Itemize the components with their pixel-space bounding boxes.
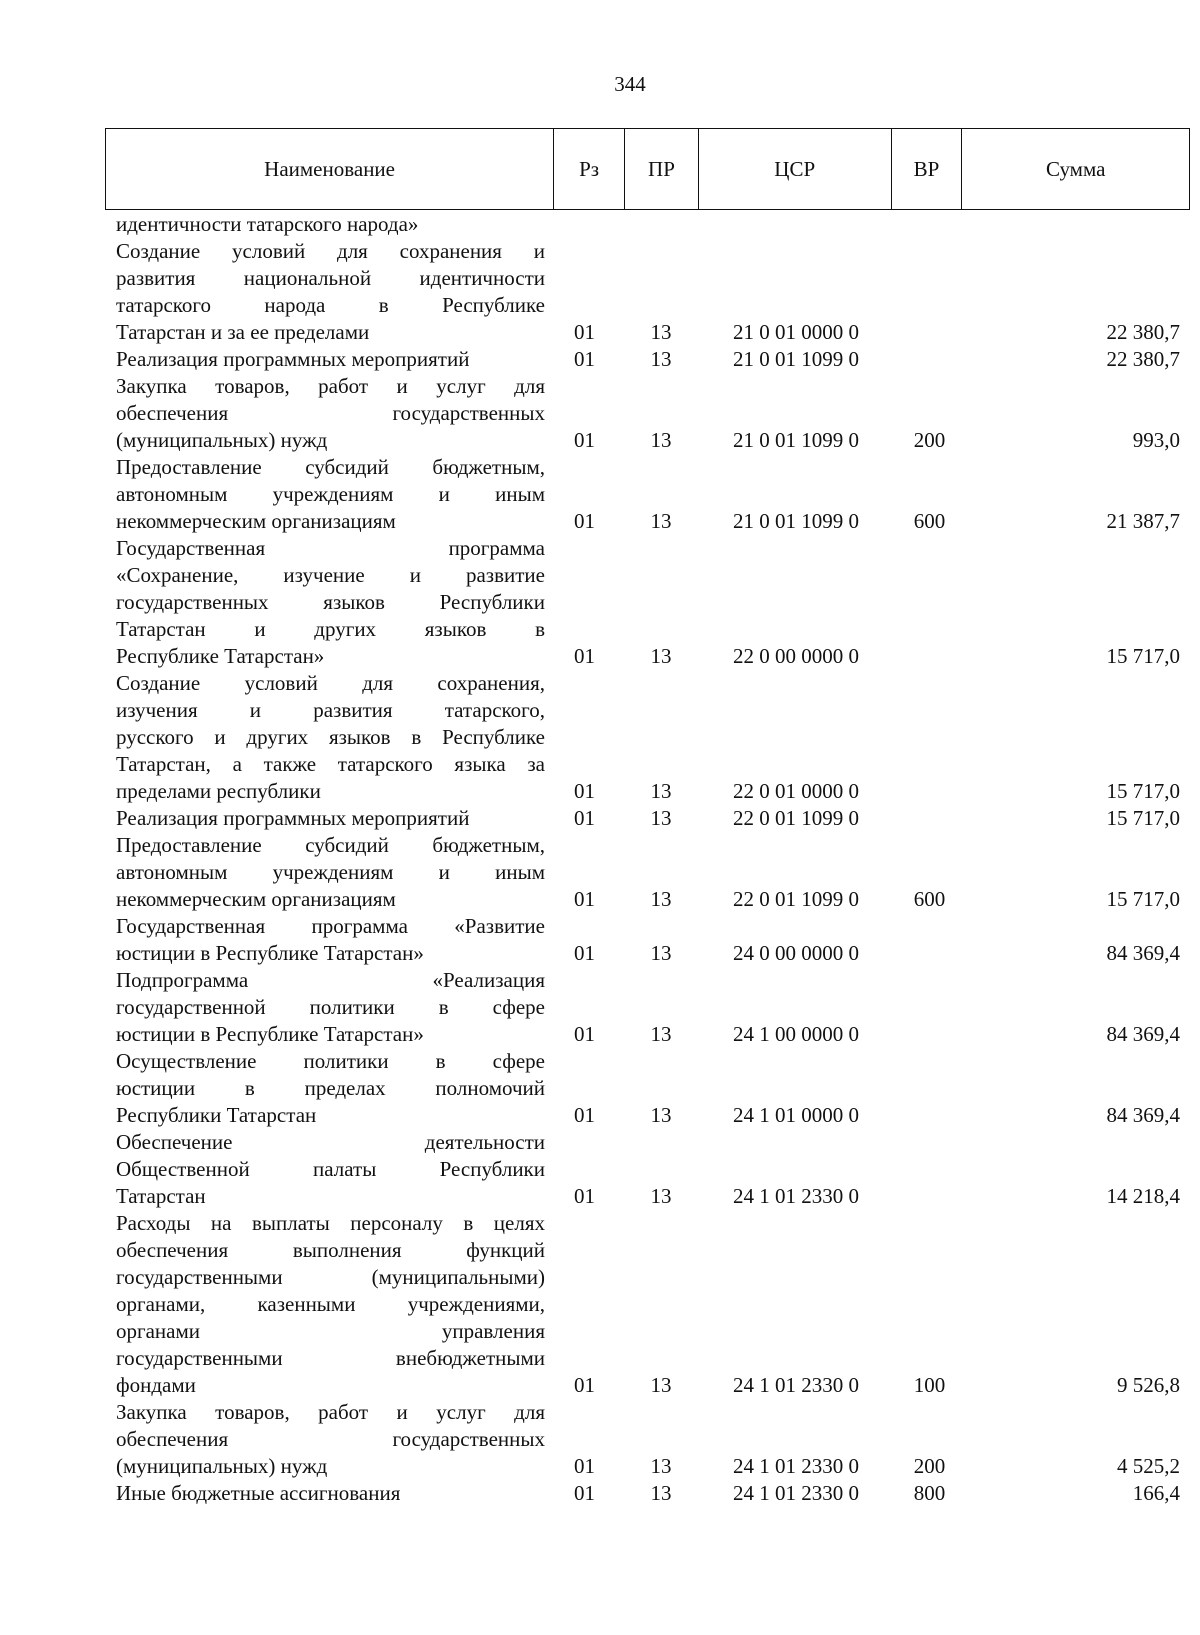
row-pr: 13 (650, 779, 672, 803)
row-name (105, 211, 545, 238)
row-vr (894, 346, 965, 373)
row-pr: 13 (650, 1103, 672, 1127)
row-csr (698, 211, 894, 238)
row-sum: 15 717,0 (1106, 779, 1180, 803)
row-name-line: Предоставление субсидий бюджетным, (116, 833, 545, 857)
row-name-line: (муниципальных) нужд (116, 1454, 328, 1478)
row-name-line: изучения и развития татарского, (116, 698, 545, 722)
table-row (105, 805, 1190, 832)
row-pr: 13 (650, 509, 672, 533)
row-csr: 21 0 01 0000 0 (733, 320, 859, 344)
row-sum: 84 369,4 (1106, 1103, 1180, 1127)
row-vr (894, 1048, 965, 1129)
row-pr: 13 (650, 320, 672, 344)
row-rz: 01 (574, 941, 595, 965)
row-rz: 01 (574, 1022, 595, 1046)
row-name-line: Республики Татарстан (116, 1103, 317, 1127)
row-sum: 15 717,0 (1106, 887, 1180, 911)
row-name-line: некоммерческим организациям (116, 509, 396, 533)
row-name (105, 346, 545, 373)
row-name (105, 913, 545, 967)
table-header (105, 128, 1190, 210)
row-csr: 24 1 01 2330 0 (733, 1184, 859, 1208)
table-row (105, 1480, 1190, 1507)
row-name-line: Расходы на выплаты персоналу в целях (116, 1211, 545, 1235)
row-vr: 600 (913, 509, 946, 533)
row-name-line: татарского народа в Республике (116, 293, 545, 317)
row-vr: 100 (913, 1373, 946, 1397)
row-name (105, 454, 545, 535)
row-name-line: юстиции в Республике Татарстан» (116, 1022, 424, 1046)
row-csr: 24 1 01 2330 0 (733, 1373, 859, 1397)
row-csr: 21 0 01 1099 0 (733, 347, 859, 371)
row-rz: 01 (574, 779, 595, 803)
row-name-line: Обеспечение деятельности (116, 1130, 545, 1154)
header-sum: Сумма (1045, 156, 1106, 181)
row-name-line: государственных языков Республики (116, 590, 545, 614)
row-name-line: некоммерческим организациям (116, 887, 396, 911)
row-name-line: Татарстан, а также татарского языка за (116, 752, 545, 776)
row-csr: 24 1 01 2330 0 (733, 1481, 859, 1505)
row-sum: 14 218,4 (1106, 1184, 1180, 1208)
row-sum: 4 525,2 (1117, 1454, 1180, 1478)
row-name-line: автономным учреждениям и иным (116, 482, 545, 506)
row-name-line: Республике Татарстан» (116, 644, 325, 668)
row-csr: 21 0 01 1099 0 (733, 428, 859, 452)
row-csr: 21 0 01 1099 0 (733, 509, 859, 533)
row-vr (894, 805, 965, 832)
row-sum (965, 211, 1190, 238)
row-sum: 15 717,0 (1106, 806, 1180, 830)
row-rz (545, 211, 624, 238)
row-sum: 22 380,7 (1106, 320, 1180, 344)
row-sum: 22 380,7 (1106, 347, 1180, 371)
row-vr (894, 670, 965, 805)
table-body (105, 211, 1190, 1507)
row-pr: 13 (650, 1373, 672, 1397)
row-name-line: обеспечения выполнения функций (116, 1238, 545, 1262)
row-name (105, 238, 545, 346)
row-rz: 01 (574, 806, 595, 830)
row-rz: 01 (574, 428, 595, 452)
row-name-line: Закупка товаров, работ и услуг для (116, 374, 545, 398)
row-rz: 01 (574, 644, 595, 668)
table-row (105, 832, 1190, 913)
row-rz: 01 (574, 1184, 595, 1208)
table-row (105, 1129, 1190, 1210)
row-rz: 01 (574, 887, 595, 911)
row-name-line: юстиции в Республике Татарстан» (116, 941, 424, 965)
row-rz: 01 (574, 347, 595, 371)
row-vr (894, 238, 965, 346)
row-sum: 21 387,7 (1106, 509, 1180, 533)
header-pr: ПР (625, 129, 699, 209)
table-row (105, 670, 1190, 805)
row-name-line: государственной политики в сфере (116, 995, 545, 1019)
header-rz: Рз (554, 129, 625, 209)
row-sum: 9 526,8 (1117, 1373, 1180, 1397)
row-csr: 24 0 00 0000 0 (733, 941, 859, 965)
row-sum: 84 369,4 (1106, 941, 1180, 965)
row-rz: 01 (574, 1454, 595, 1478)
row-name (105, 1480, 545, 1507)
row-vr: 200 (913, 1454, 946, 1478)
row-name (105, 373, 545, 454)
row-name-line: Государственная программа «Развитие (116, 914, 545, 938)
row-vr (894, 967, 965, 1048)
row-pr: 13 (650, 1481, 672, 1505)
row-name-line: Закупка товаров, работ и услуг для (116, 1400, 545, 1424)
row-vr (894, 913, 965, 967)
row-pr: 13 (650, 347, 672, 371)
row-sum: 166,4 (1132, 1481, 1180, 1505)
row-pr: 13 (650, 1022, 672, 1046)
table-row (105, 1399, 1190, 1480)
row-name-line: обеспечения государственных (116, 401, 545, 425)
table-row (105, 1048, 1190, 1129)
row-name-line: Создание условий для сохранения и (116, 239, 545, 263)
row-name-line: Татарстан и за ее пределами (116, 320, 370, 344)
row-pr: 13 (650, 1184, 672, 1208)
row-vr (894, 1129, 965, 1210)
row-pr: 13 (650, 644, 672, 668)
table-row (105, 454, 1190, 535)
table-row (105, 346, 1190, 373)
row-csr: 24 1 00 0000 0 (733, 1022, 859, 1046)
row-name-line: Осуществление политики в сфере (116, 1049, 545, 1073)
row-name-line: юстиции в пределах полномочий (116, 1076, 545, 1100)
row-rz: 01 (574, 320, 595, 344)
row-vr: 600 (913, 887, 946, 911)
row-name-line: Татарстан и других языков в (116, 617, 545, 641)
row-name-line: Государственная программа (116, 536, 545, 560)
row-pr (624, 211, 698, 238)
row-pr: 13 (650, 887, 672, 911)
row-name-line: идентичности татарского народа» (116, 212, 419, 236)
row-name-line: пределами республики (116, 779, 321, 803)
row-name-line: органами управления (116, 1319, 545, 1343)
row-name-line: развития национальной идентичности (116, 266, 545, 290)
row-rz: 01 (574, 1373, 595, 1397)
table-row (105, 913, 1190, 967)
row-name-line: Татарстан (116, 1184, 206, 1208)
row-pr: 13 (650, 941, 672, 965)
row-name (105, 1048, 545, 1129)
row-name-line: автономным учреждениям и иным (116, 860, 545, 884)
row-vr: 200 (913, 428, 946, 452)
row-vr: 800 (913, 1481, 946, 1505)
row-name-line: государственными внебюджетными (116, 1346, 545, 1370)
row-name (105, 832, 545, 913)
row-sum: 84 369,4 (1106, 1022, 1180, 1046)
row-name-line: Реализация программных мероприятий (116, 347, 470, 371)
row-name-line: Предоставление субсидий бюджетным, (116, 455, 545, 479)
row-vr (894, 535, 965, 670)
row-name-line: фондами (116, 1373, 196, 1397)
row-csr: 24 1 01 0000 0 (733, 1103, 859, 1127)
row-csr: 22 0 01 0000 0 (733, 779, 859, 803)
header-name: Наименование (106, 129, 554, 209)
row-vr (894, 211, 965, 238)
page-number: 344 (614, 72, 646, 96)
table-row (105, 238, 1190, 346)
row-rz: 01 (574, 1103, 595, 1127)
row-csr: 22 0 01 1099 0 (733, 887, 859, 911)
row-name (105, 805, 545, 832)
row-name-line: Создание условий для сохранения, (116, 671, 545, 695)
table-row (105, 535, 1190, 670)
row-pr: 13 (650, 1454, 672, 1478)
row-rz: 01 (574, 1481, 595, 1505)
row-name (105, 670, 545, 805)
table-row (105, 967, 1190, 1048)
row-name (105, 1399, 545, 1480)
row-pr: 13 (650, 806, 672, 830)
header-csr: ЦСР (699, 129, 892, 209)
row-name-line: русского и других языков в Республике (116, 725, 545, 749)
row-name (105, 1129, 545, 1210)
row-rz: 01 (574, 509, 595, 533)
header-vr: ВР (892, 129, 963, 209)
row-name-line: Реализация программных мероприятий (116, 806, 470, 830)
row-csr: 22 0 00 0000 0 (733, 644, 859, 668)
row-name (105, 535, 545, 670)
row-name-line: обеспечения государственных (116, 1427, 545, 1451)
table-row (105, 211, 1190, 238)
row-name-line: «Сохранение, изучение и развитие (116, 563, 545, 587)
row-name (105, 967, 545, 1048)
row-name-line: (муниципальных) нужд (116, 428, 328, 452)
row-name-line: органами, казенными учреждениями, (116, 1292, 545, 1316)
row-sum: 15 717,0 (1106, 644, 1180, 668)
row-name-line: Иные бюджетные ассигнования (116, 1481, 401, 1505)
row-name-line: Общественной палаты Республики (116, 1157, 545, 1181)
row-sum: 993,0 (1132, 428, 1180, 452)
table-row (105, 1210, 1190, 1399)
row-name-line: Подпрограмма «Реализация (116, 968, 545, 992)
row-name-line: государственными (муниципальными) (116, 1265, 545, 1289)
row-name (105, 1210, 545, 1399)
row-csr: 22 0 01 1099 0 (733, 806, 859, 830)
row-csr: 24 1 01 2330 0 (733, 1454, 859, 1478)
table-row (105, 373, 1190, 454)
row-pr: 13 (650, 428, 672, 452)
